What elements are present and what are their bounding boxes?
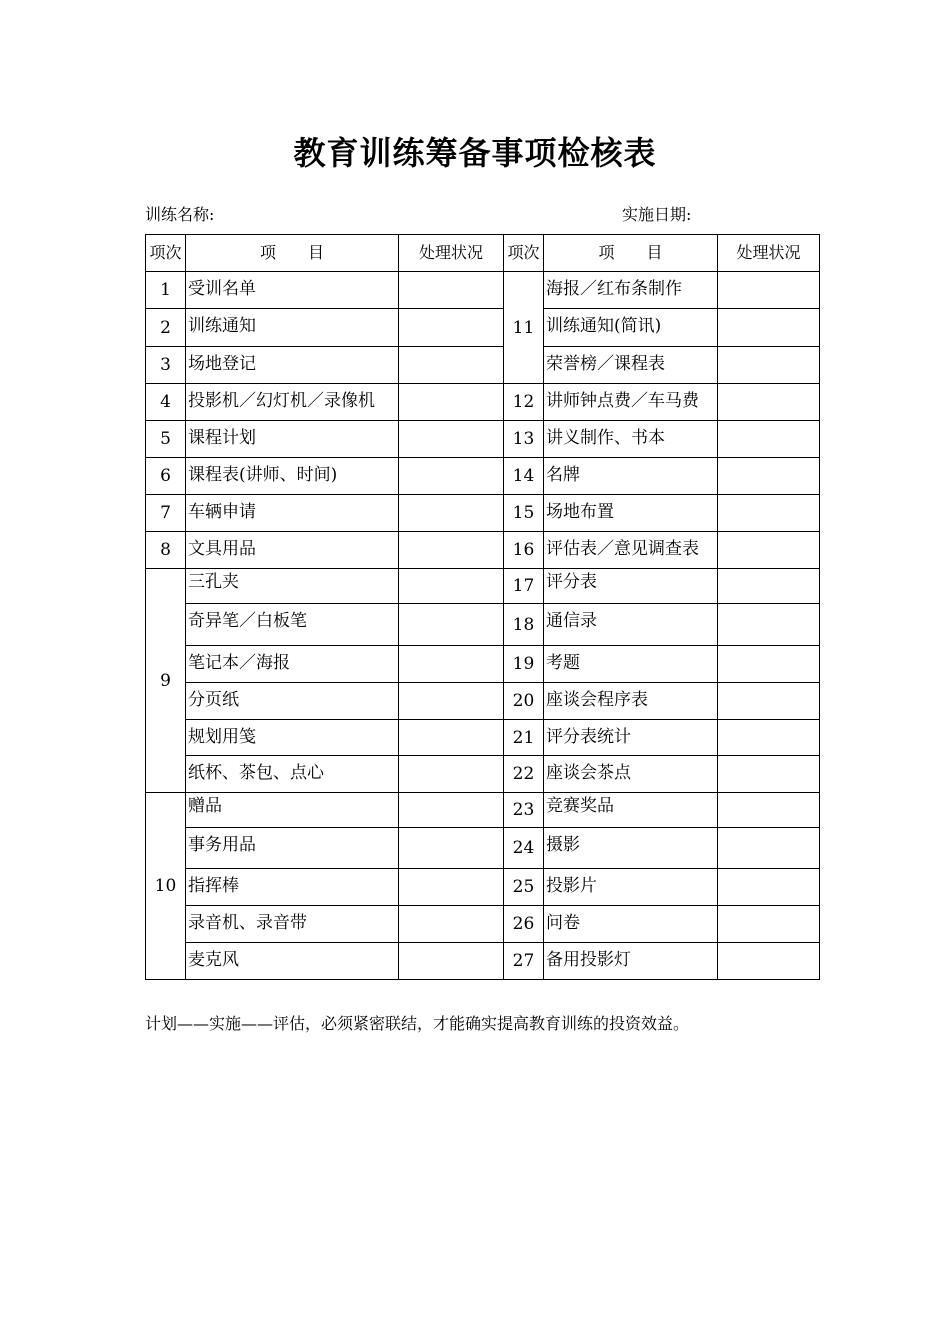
footer-note: 计划——实施——评估，必须紧密联结，才能确实提高教育训练的投资效益。: [145, 1014, 690, 1033]
row-number: 21: [504, 720, 544, 756]
row-number: 24: [504, 828, 544, 869]
status-cell[interactable]: [399, 683, 504, 720]
status-cell[interactable]: [399, 347, 504, 384]
status-cell[interactable]: [718, 720, 820, 756]
row-number: 19: [504, 646, 544, 683]
table-row: [146, 309, 820, 347]
row-item: 文具用品: [186, 532, 399, 569]
header-item: 项 目: [544, 235, 718, 272]
row-number: 22: [504, 756, 544, 793]
table-row: [146, 569, 820, 604]
header-num: 项次: [504, 235, 544, 272]
row-number: 20: [504, 683, 544, 720]
row-item: 荣誉榜／课程表: [544, 347, 718, 384]
table-row: [146, 604, 820, 646]
row-item: 讲师钟点费／车马费: [544, 384, 718, 421]
row-number: 4: [146, 384, 186, 421]
status-cell[interactable]: [718, 458, 820, 495]
row-item: 场地登记: [186, 347, 399, 384]
row-number: 23: [504, 793, 544, 828]
status-cell[interactable]: [718, 756, 820, 793]
table-row: [146, 793, 820, 828]
status-cell[interactable]: [399, 309, 504, 347]
status-cell[interactable]: [399, 756, 504, 793]
table-row: [146, 756, 820, 793]
table-row: [146, 272, 820, 309]
row-item: 训练通知: [186, 309, 399, 347]
status-cell[interactable]: [399, 943, 504, 980]
row-number: 25: [504, 869, 544, 906]
table-row: [146, 720, 820, 756]
status-cell[interactable]: [718, 604, 820, 646]
status-cell[interactable]: [399, 720, 504, 756]
row-item: 奇异笔／白板笔: [186, 604, 399, 646]
status-cell[interactable]: [399, 869, 504, 906]
table-row: [146, 347, 820, 384]
status-cell[interactable]: [718, 793, 820, 828]
row-item: 笔记本／海报: [186, 646, 399, 683]
row-number: 17: [504, 569, 544, 604]
status-cell[interactable]: [718, 869, 820, 906]
table-row: [146, 828, 820, 869]
row-item: 投影机／幻灯机／录像机: [186, 384, 399, 421]
row-item: 名牌: [544, 458, 718, 495]
status-cell[interactable]: [718, 532, 820, 569]
row-number: 13: [504, 421, 544, 458]
status-cell[interactable]: [399, 569, 504, 604]
status-cell[interactable]: [399, 421, 504, 458]
row-item: 评分表统计: [544, 720, 718, 756]
row-number: 5: [146, 421, 186, 458]
status-cell[interactable]: [718, 646, 820, 683]
row-item: 投影片: [544, 869, 718, 906]
page-title: 教育训练筹备事项检核表: [293, 134, 657, 172]
row-item: 座谈会程序表: [544, 683, 718, 720]
table-row: [146, 495, 820, 532]
row-number: 12: [504, 384, 544, 421]
row-number: 18: [504, 604, 544, 646]
row-number: 2: [146, 309, 186, 347]
status-cell[interactable]: [399, 604, 504, 646]
status-cell[interactable]: [718, 683, 820, 720]
row-item: 纸杯、茶包、点心: [186, 756, 399, 793]
table-row: [146, 646, 820, 683]
row-item: 赠品: [186, 793, 399, 828]
row-item: 评估表／意见调查表: [544, 532, 718, 569]
row-item: 三孔夹: [186, 569, 399, 604]
status-cell[interactable]: [399, 532, 504, 569]
row-number: 9: [146, 569, 186, 793]
status-cell[interactable]: [718, 384, 820, 421]
row-item: 麦克风: [186, 943, 399, 980]
row-item: 评分表: [544, 569, 718, 604]
row-item: 竞赛奖品: [544, 793, 718, 828]
status-cell[interactable]: [718, 309, 820, 347]
header-status: 处理状况: [399, 235, 504, 272]
row-item: 分页纸: [186, 683, 399, 720]
row-number: 3: [146, 347, 186, 384]
status-cell[interactable]: [399, 384, 504, 421]
row-item: 规划用笺: [186, 720, 399, 756]
status-cell[interactable]: [399, 793, 504, 828]
table-row: [146, 384, 820, 421]
status-cell[interactable]: [718, 495, 820, 532]
row-item: 课程计划: [186, 421, 399, 458]
row-item: 座谈会茶点: [544, 756, 718, 793]
row-number: 1: [146, 272, 186, 309]
row-item: 场地布置: [544, 495, 718, 532]
checklist-table: [145, 234, 820, 980]
row-item: 摄影: [544, 828, 718, 869]
table-row: [146, 683, 820, 720]
table-header-row: [146, 235, 820, 272]
header-num: 项次: [146, 235, 186, 272]
status-cell[interactable]: [718, 828, 820, 869]
status-cell[interactable]: [718, 272, 820, 309]
status-cell[interactable]: [718, 569, 820, 604]
table-row: [146, 869, 820, 906]
row-number: 7: [146, 495, 186, 532]
status-cell[interactable]: [399, 458, 504, 495]
row-item: 课程表(讲师、时间): [186, 458, 399, 495]
table-row: [146, 421, 820, 458]
status-cell[interactable]: [718, 906, 820, 943]
table-row: [146, 532, 820, 569]
row-item: 事务用品: [186, 828, 399, 869]
row-item: 备用投影灯: [544, 943, 718, 980]
row-item: 车辆申请: [186, 495, 399, 532]
row-number: 27: [504, 943, 544, 980]
row-number: 14: [504, 458, 544, 495]
row-number: 16: [504, 532, 544, 569]
row-item: 录音机、录音带: [186, 906, 399, 943]
status-cell[interactable]: [399, 495, 504, 532]
row-item: 训练通知(简讯): [544, 309, 718, 347]
row-number: 11: [504, 272, 544, 384]
status-cell[interactable]: [399, 828, 504, 869]
row-item: 考题: [544, 646, 718, 683]
row-item: 问卷: [544, 906, 718, 943]
row-number: 6: [146, 458, 186, 495]
table-row: [146, 458, 820, 495]
row-item: 受训名单: [186, 272, 399, 309]
status-cell[interactable]: [718, 347, 820, 384]
row-item: 海报／红布条制作: [544, 272, 718, 309]
status-cell[interactable]: [399, 906, 504, 943]
table-row: [146, 943, 820, 980]
row-number: 15: [504, 495, 544, 532]
row-item: 通信录: [544, 604, 718, 646]
status-cell[interactable]: [399, 646, 504, 683]
row-number: 8: [146, 532, 186, 569]
row-item: 指挥棒: [186, 869, 399, 906]
row-item: 讲义制作、书本: [544, 421, 718, 458]
row-number: 26: [504, 906, 544, 943]
status-cell[interactable]: [718, 943, 820, 980]
row-number: 10: [146, 793, 186, 980]
header-status: 处理状况: [718, 235, 820, 272]
status-cell[interactable]: [718, 421, 820, 458]
table-row: [146, 906, 820, 943]
header-item: 项 目: [186, 235, 399, 272]
status-cell[interactable]: [399, 272, 504, 309]
date-label: 实施日期:: [622, 205, 692, 224]
training-name-label: 训练名称:: [145, 205, 215, 224]
